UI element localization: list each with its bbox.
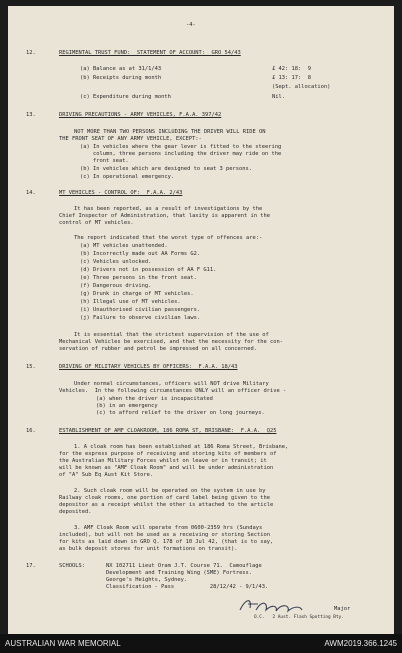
s12-line-a: (a) Balance as at 31/1/43 [80,66,162,72]
s14-offence: (i) Unauthorised civilian passengers. [80,307,201,313]
section-number-16: 16. [26,428,36,434]
s13-item: front seat. [80,158,129,164]
section-15-title: DRIVING OF MILITARY VEHICLES BY OFFICERS: F.A.A. 18/43 [59,364,238,370]
s14-p3: servation of rubber and petrol be impressed on all concerned. [59,346,257,352]
s13-item: (c) In operational emergency. [80,174,175,180]
s13-item: (b) In vehicles which are designed to seat 3 persons. [80,166,253,172]
s12-line-b: (b) Receipts during month [80,75,162,81]
section-12-title: REGIMENTAL TRUST FUND: STATEMENT OF ACCOUNT: GRO 54/43 [59,50,241,56]
s12-value-a: £ 42: 18: 9 [272,66,311,72]
page-number: -4- [186,22,196,28]
s15-line: (a) when the driver is incapacitated [96,396,213,402]
s16-p2: depositor as a receipt whilst the other is attached to the article [59,502,274,508]
s16-p1: of "A" Sub Eq Aust Kit Store. [59,472,154,478]
handwritten-signature [236,594,306,616]
s14-offence: (g) Drunk in charge of MT vehicles. [80,291,194,297]
s12-value-b: £ 13: 17: 8 [272,75,311,81]
s14-offence: (f) Dangerous driving. [80,283,152,289]
section-number-12: 12. [26,50,36,56]
s13-item: (a) In vehicles where the gear lever is fitted to the steering [80,144,282,150]
s14-offence: (h) Illegal use of MT vehicles. [80,299,181,305]
s14-offence: (b) Incorrectly made out AA Forms G2. [80,251,201,257]
s14-p1: control of MT vehicles. [59,220,134,226]
s12-line-c: (c) Expenditure during month [80,94,171,100]
s15-line: (c) to afford relief to the driver on long journeys. [96,410,265,416]
s14-offence: (a) MT vehicles unattended. [80,243,168,249]
s14-offence: (d) Drivers not in possession of AA F G11. [80,267,217,273]
s16-p1: the Australian Military Forces whilst on leave or in transit; it [59,458,267,464]
s17-line: Classification - Pass 28/12/42 - 9/1/43. [106,584,269,590]
s16-p2: 2. Such cloak room will be operated on the system in use by [74,488,266,494]
s15-line: Vehicles. In the following circumstances ONLY will an officer drive - [59,388,287,394]
section-17-title: SCHOOLS: [59,563,85,569]
s14-p3: Mechanical Vehicles be exercised, and that the necessity for the con- [59,339,283,345]
section-16-title: ESTABLISHMENT OF AMF CLOAKROOM, 186 ROMA ST, BRISBANE: F.A.A. Q25 [59,428,277,434]
s16-p3: for kits as laid down in GRO Q. 178 of 10 Jul 42, (that is to say, [59,539,274,545]
s16-p1: for the express purpose of receiving and storing kits of members of [59,451,277,457]
s16-p3: 3. AMF Cloak Room will operate from 0600-2359 hrs (Sundays [74,525,263,531]
footer-right: AWM2019.366.1245 [324,639,397,648]
s12-value-b-note: (Sept. allocation) [272,84,331,90]
s17-line: Development and Training Wing (SME) Fortress. [106,570,253,576]
s14-p1: Chief Inspector of Administration, that laxity is apparent in the [59,213,270,219]
section-14-title: MT VEHICLES - CONTROL OF: F.A.A. 2/43 [59,190,183,196]
s14-p2: The report indicated that the worst type of offences are:- [74,235,263,241]
s16-p2: Railway cloak rooms, one portion of card label being given to the [59,495,270,501]
s16-p3: as bulk deposit stores for unit formations on transit). [59,546,238,552]
s14-offence: (e) Three persons in the front seat. [80,275,197,281]
s17-line: NX 102711 Lieut Oram J.T. Course 71. Camouflage [106,563,262,569]
s14-offence: (c) Vehicles unlocked. [80,259,152,265]
s14-p3: It is essential that the strictest supervision of the use of [74,332,269,338]
section-number-15: 15. [26,364,36,370]
s14-offence: (j) Failure to observe civilian laws. [80,315,201,321]
s13-intro-1: NOT MORE THAN TWO PERSONS INCLUDING THE DRIVER WILL RIDE ON [74,129,266,135]
document-page [8,6,394,634]
s13-item: column, three persons including the driver may ride on the [80,151,282,157]
footer-left: AUSTRALIAN WAR MEMORIAL [5,639,121,648]
s15-line: (b) in an emergency [96,403,158,409]
s16-p1: 1. A cloak room has been established at 186 Roma Street, Brisbane, [74,444,289,450]
s12-value-c: Nil. [272,94,285,100]
s17-line: George's Heights, Sydney. [106,577,188,583]
signature-rank: Major [334,606,351,612]
section-number-14: 14. [26,190,36,196]
s13-intro-2: THE FRONT SEAT OF ANY ARMY VEHICLE, EXCEPT:- [59,136,202,142]
section-number-17: 17. [26,563,36,569]
s14-p1: It has been reported, as a result of investigations by the [74,206,263,212]
section-number-13: 13. [26,112,36,118]
archive-footer [0,634,402,653]
section-13-title: DRIVING PRECAUTIONS - ARMY VEHICLES, F.A.A. 397/42 [59,112,222,118]
signature-appointment: O.C. 2 Aust. Flash Spotting Bty. [254,615,344,620]
s16-p2: deposited. [59,509,92,515]
s15-line: Under normal circumstances, officers will NOT drive Military [74,381,269,387]
s16-p1: will be known as "AMF Cloak Room" and will be under administration [59,465,274,471]
s16-p3: included), but will not be used as a receiving or storing Section [59,532,270,538]
